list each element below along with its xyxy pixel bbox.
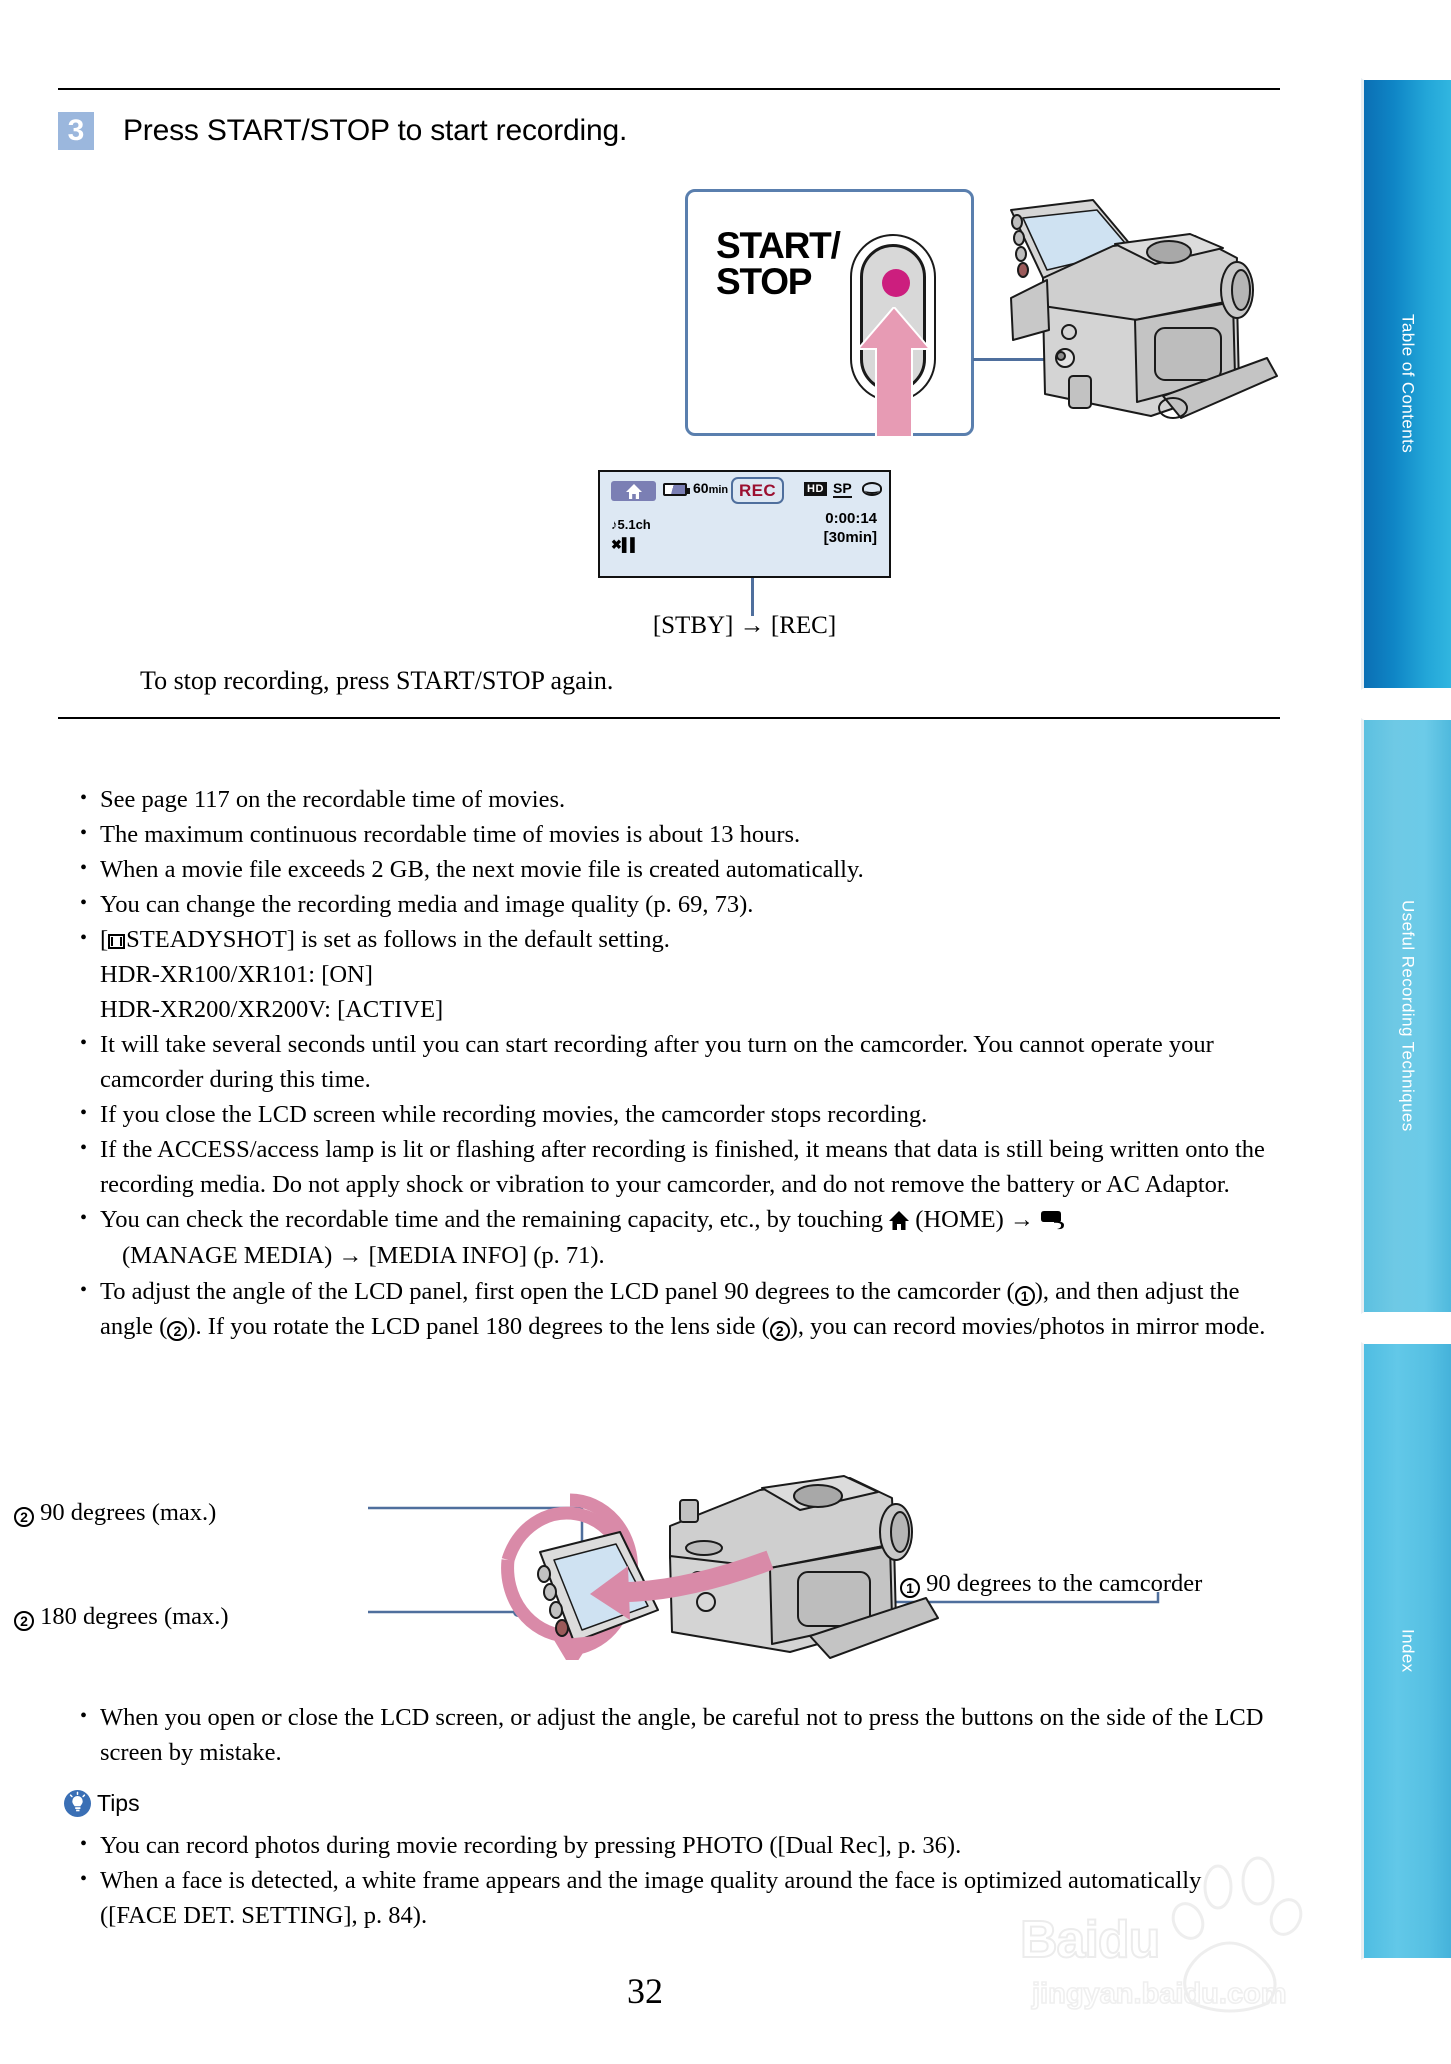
note-text: ). If you rotate the LCD panel 180 degrees to the lens side ( xyxy=(187,1313,770,1340)
list-item xyxy=(78,1097,1278,1132)
lightbulb-icon xyxy=(64,1790,91,1817)
stby-rec-caption: [STBY] → [REC] xyxy=(652,612,837,639)
lcd-caution-note xyxy=(78,1700,1278,1770)
media-info-continuation xyxy=(100,1238,1278,1274)
record-dot-icon xyxy=(882,269,910,297)
step-heading xyxy=(58,112,627,150)
list-item xyxy=(78,1132,1278,1202)
circled-number-2: 2 xyxy=(167,1321,187,1341)
arrow-right-icon: → xyxy=(338,1243,363,1269)
page-number: 32 xyxy=(627,1971,663,2011)
list-item xyxy=(78,1027,1278,1097)
circled-number-2: 2 xyxy=(14,1507,34,1527)
angle-label-text: 180 degrees (max.) xyxy=(40,1603,229,1630)
steadyshot-model-1: HDR-XR100/XR101: [ON] xyxy=(100,961,373,988)
home-glyph xyxy=(626,484,642,499)
remaining-value: [30min] xyxy=(823,528,877,546)
stop-recording-note: To stop recording, press START/STOP again. xyxy=(140,666,614,695)
note-text: To adjust the angle of the LCD panel, first open the LCD panel 90 degrees to the camcorder ( xyxy=(100,1278,1015,1305)
camcorder-illustration xyxy=(985,180,1285,430)
start-stop-label-line2: STOP xyxy=(716,261,812,303)
quality-badge: SP xyxy=(833,480,852,496)
circled-number-1: 1 xyxy=(1015,1286,1035,1306)
start-stop-callout xyxy=(685,189,974,436)
circled-number-1: 1 xyxy=(900,1578,920,1598)
start-stop-label xyxy=(716,225,840,303)
manage-media-label: (MANAGE MEDIA) xyxy=(122,1242,333,1269)
divider-middle xyxy=(58,717,1280,719)
tip-text: You can record photos during movie recording by pressing PHOTO ([Dual Rec], p. 36). xyxy=(100,1832,962,1859)
steadyshot-model-2: HDR-XR200/XR200V: [ACTIVE] xyxy=(100,996,444,1023)
notes-list xyxy=(78,782,1278,1344)
side-tab-strip xyxy=(1361,0,1451,2064)
note-text: ), and then adjust the angle ( xyxy=(100,1278,1240,1340)
list-item xyxy=(78,1863,1278,1933)
side-tab-label: Table of Contents xyxy=(1398,314,1418,454)
arrow-right-icon: → xyxy=(1009,1207,1034,1233)
home-icon xyxy=(889,1211,909,1230)
list-item xyxy=(78,852,1278,887)
list-item xyxy=(78,817,1278,852)
manage-media-icon xyxy=(1040,1211,1065,1230)
tips-heading xyxy=(64,1790,140,1817)
battery-icon xyxy=(663,483,687,496)
side-tab-label: Index xyxy=(1398,1629,1418,1673)
disc-icon xyxy=(862,482,882,496)
note-text: STEADYSHOT] is set as follows in the default setting. xyxy=(126,926,670,953)
list-item xyxy=(78,887,1278,922)
note-text: If you close the LCD screen while recording movies, the camcorder stops recording. xyxy=(100,1101,928,1128)
list-item-steadyshot xyxy=(78,922,1278,957)
note-text: It will take several seconds until you can start recording after you turn on the camcorder. You cannot operate your camcorder during this time. xyxy=(100,1031,1214,1093)
circled-number-2: 2 xyxy=(14,1611,34,1631)
list-item xyxy=(78,1828,1278,1863)
audio-mode-label: ♪5.1ch xyxy=(611,517,651,532)
note-text: The maximum continuous recordable time of movies is about 13 hours. xyxy=(100,821,801,848)
step-number-badge: 3 xyxy=(58,112,94,150)
page-title: Press START/STOP to start recording. xyxy=(123,114,628,147)
note-text: See page 117 on the recordable time of movies. xyxy=(100,786,566,813)
home-icon[interactable] xyxy=(611,481,656,501)
note-text: When a movie file exceeds 2 GB, the next movie file is created automatically. xyxy=(100,856,864,883)
list-item xyxy=(78,1700,1278,1770)
media-info-label: [MEDIA INFO] (p. 71). xyxy=(368,1242,605,1269)
recording-counter xyxy=(824,510,877,548)
home-label: (HOME) xyxy=(915,1206,1004,1233)
side-tab-useful-recording-techniques[interactable] xyxy=(1361,718,1451,1314)
side-tab-index[interactable] xyxy=(1361,1342,1451,1960)
rec-badge xyxy=(731,477,784,504)
divider-top xyxy=(58,88,1280,90)
list-item xyxy=(78,782,1278,817)
gps-icon: ✖▌▌ xyxy=(611,537,639,552)
press-arrow-icon xyxy=(858,307,930,437)
start-stop-label-line1: START/ xyxy=(716,225,840,266)
tips-label: Tips xyxy=(97,1790,140,1816)
note-text: When you open or close the LCD screen, or adjust the angle, be careful not to press the buttons on the side of the LCD screen by mistake. xyxy=(100,1704,1264,1766)
list-item-media-info xyxy=(78,1202,1278,1274)
circled-number-2: 2 xyxy=(770,1321,790,1341)
tips-list xyxy=(78,1828,1278,1933)
note-text: If the ACCESS/access lamp is lit or flashing after recording is finished, it means that data is still being written onto the recording media. Do not apply shock or vibration to your camcorder, and do not remove the battery or AC Adaptor. xyxy=(100,1136,1265,1198)
note-text: You can change the recording media and image quality (p. 69, 73). xyxy=(100,891,754,918)
angle-label-text: 90 degrees (max.) xyxy=(40,1499,217,1526)
hd-format-badge: HD xyxy=(804,482,827,496)
note-text: You can check the recordable time and the remaining capacity, etc., by touching xyxy=(100,1206,884,1233)
counter-value: 0:00:14 xyxy=(825,510,877,527)
bracket-open: [ xyxy=(100,926,109,953)
angle-label-text: 90 degrees to the camcorder xyxy=(926,1570,1203,1597)
side-tab-table-of-contents[interactable] xyxy=(1361,78,1451,690)
side-tab-label: Useful Recording Techniques xyxy=(1398,900,1418,1132)
lcd-callout-stem xyxy=(751,578,754,616)
lcd-angle-diagram xyxy=(150,1440,1280,1660)
watermark-text: Baidu xyxy=(1020,1911,1160,1969)
list-item-angle xyxy=(78,1274,1278,1344)
lightbulb-glyph xyxy=(64,1790,91,1817)
steadyshot-icon xyxy=(108,934,125,949)
rec-badge-label: REC xyxy=(738,480,777,500)
tip-text: When a face is detected, a white frame appears and the image quality around the face is optimized automatically ([FACE DET. SETTING], p. 84). xyxy=(100,1867,1202,1929)
battery-remaining-label: 60min xyxy=(693,480,729,496)
lcd-screen-mockup xyxy=(598,470,891,578)
note-text: ), you can record movies/photos in mirror mode. xyxy=(789,1313,1266,1340)
watermark-subtext: jingyan.baidu.com xyxy=(1032,1978,1287,2010)
